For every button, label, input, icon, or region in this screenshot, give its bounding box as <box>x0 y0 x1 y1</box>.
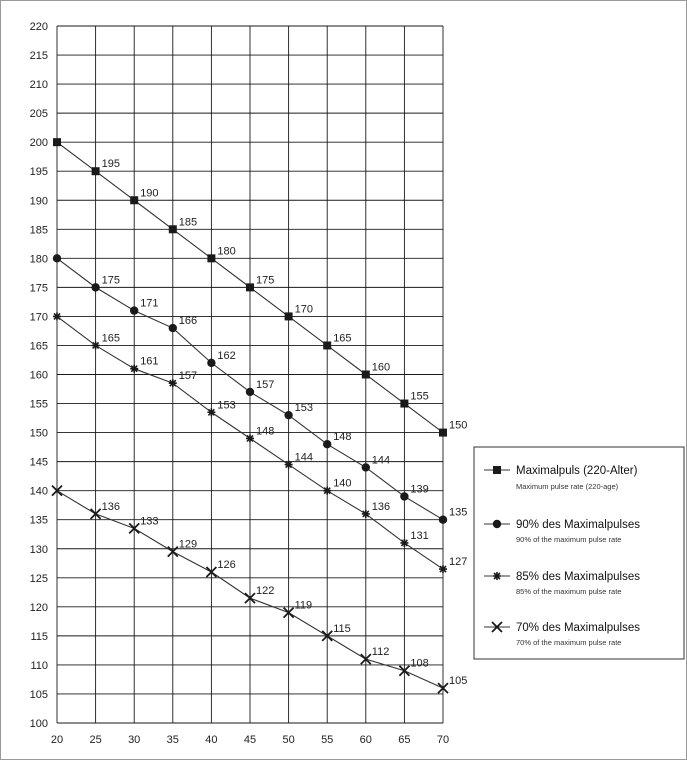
y-tick-label: 220 <box>29 21 48 33</box>
y-tick-label: 115 <box>30 630 48 643</box>
data-point-marker <box>53 312 61 320</box>
y-tick-label: 215 <box>29 50 48 63</box>
data-point-marker <box>207 359 215 367</box>
y-tick-label: 180 <box>29 253 48 266</box>
y-tick-label: 175 <box>29 282 48 295</box>
data-point-marker <box>285 461 293 469</box>
y-tick-label: 205 <box>29 108 48 121</box>
data-point-marker <box>169 324 177 332</box>
y-tick-label: 210 <box>29 79 48 92</box>
data-point-marker <box>130 196 138 204</box>
legend-marker-shape <box>493 572 501 580</box>
data-label: 148 <box>333 431 352 444</box>
legend-label-70: 70% des Maximalpulses <box>516 622 641 634</box>
data-label: 136 <box>371 500 391 513</box>
data-point-marker <box>246 434 254 442</box>
legend-label-90: 90% des Maximalpulses <box>516 519 641 531</box>
data-label: 131 <box>410 529 429 542</box>
data-label: 108 <box>410 657 429 670</box>
data-label: 139 <box>410 483 429 496</box>
y-tick-label: 130 <box>29 543 48 556</box>
x-tick-label: 30 <box>128 734 141 746</box>
y-tick-label: 145 <box>29 456 48 469</box>
x-tick-label: 20 <box>50 734 64 746</box>
y-tick-label: 120 <box>29 601 48 614</box>
x-tick-label: 45 <box>243 734 257 746</box>
data-point-marker <box>439 516 447 524</box>
y-tick-label: 105 <box>29 688 48 701</box>
data-label: 175 <box>101 274 120 287</box>
data-point-marker <box>284 411 292 419</box>
data-label: 133 <box>140 515 159 528</box>
y-tick-label: 140 <box>29 485 48 498</box>
data-label: 166 <box>178 315 198 328</box>
data-label: 171 <box>140 297 159 310</box>
legend-sublabel-90: 90% of the maximum pulse rate <box>516 535 622 544</box>
data-point-marker <box>130 365 138 373</box>
data-point-marker <box>246 283 254 291</box>
y-tick-label: 200 <box>29 137 48 150</box>
data-point-marker <box>400 492 408 500</box>
data-point-marker <box>400 539 408 547</box>
data-label: 105 <box>449 675 468 688</box>
data-point-marker <box>323 440 331 448</box>
y-tick-label: 135 <box>29 514 48 527</box>
data-label: 153 <box>294 402 313 415</box>
data-label: 170 <box>294 303 313 316</box>
x-tick-label: 55 <box>321 734 334 746</box>
y-tick-label: 185 <box>29 224 48 237</box>
data-point-marker <box>246 388 254 396</box>
data-label: 112 <box>371 646 390 659</box>
legend-label-85: 85% des Maximalpulses <box>516 571 641 583</box>
data-label: 165 <box>101 332 120 345</box>
legend-marker-shape <box>493 466 501 474</box>
legend-sublabel-70: 70% of the maximum pulse rate <box>516 638 622 647</box>
legend-sublabel-max: Maximum pulse rate (220-age) <box>516 482 619 491</box>
x-tick-label: 65 <box>398 734 411 746</box>
x-tick-label: 60 <box>359 734 372 746</box>
data-label: 157 <box>178 370 198 383</box>
data-point-marker <box>53 138 61 146</box>
y-axis-tick-labels <box>30 21 48 730</box>
data-point-marker <box>92 341 100 349</box>
data-point-marker <box>92 167 100 175</box>
data-point-marker <box>169 379 177 387</box>
data-label: 195 <box>101 158 120 171</box>
data-point-marker <box>323 341 331 349</box>
legend-label-max: Maximalpuls (220-Alter) <box>516 465 638 477</box>
data-label: 135 <box>449 506 468 519</box>
data-point-marker <box>91 283 99 291</box>
legend-marker-shape <box>493 520 501 528</box>
data-label: 190 <box>140 187 159 200</box>
y-tick-label: 195 <box>29 166 48 179</box>
data-label: 161 <box>140 355 159 368</box>
x-tick-label: 35 <box>166 734 179 746</box>
data-label: 180 <box>217 245 236 258</box>
data-label: 175 <box>256 274 275 287</box>
data-point-marker <box>53 254 61 262</box>
legend-sublabel-85: 85% of the maximum pulse rate <box>516 587 622 596</box>
data-label: 165 <box>333 332 352 345</box>
data-label: 160 <box>371 361 391 374</box>
data-label: 150 <box>449 419 468 432</box>
x-axis-tick-labels <box>51 734 449 746</box>
data-point-marker <box>285 312 293 320</box>
data-point-marker <box>323 487 331 495</box>
data-label: 157 <box>256 378 275 391</box>
data-label: 129 <box>178 538 198 551</box>
data-label: 119 <box>294 599 313 612</box>
data-label: 140 <box>333 477 352 490</box>
y-tick-label: 100 <box>29 718 48 730</box>
legend <box>474 447 684 659</box>
data-point-marker <box>439 565 447 573</box>
data-label: 155 <box>410 390 429 403</box>
data-point-marker <box>130 306 138 314</box>
data-label: 122 <box>256 585 275 598</box>
y-tick-label: 190 <box>29 195 48 208</box>
grid <box>57 26 443 723</box>
data-label: 185 <box>178 216 198 229</box>
x-tick-label: 40 <box>205 734 218 746</box>
data-label: 136 <box>101 500 120 513</box>
data-label: 127 <box>449 556 468 569</box>
data-label: 115 <box>333 622 351 635</box>
data-label: 144 <box>294 451 313 464</box>
data-point-marker <box>207 408 215 416</box>
data-point-marker <box>169 225 177 233</box>
y-tick-label: 125 <box>29 572 48 585</box>
data-point-marker <box>362 510 370 518</box>
x-tick-label: 50 <box>282 734 295 746</box>
data-label: 148 <box>256 425 275 438</box>
y-tick-label: 150 <box>29 427 48 440</box>
data-point-marker <box>362 463 370 471</box>
data-label: 144 <box>371 454 391 467</box>
data-label: 126 <box>217 558 236 571</box>
y-tick-label: 155 <box>29 398 48 411</box>
data-point-marker <box>439 429 447 437</box>
x-tick-label: 70 <box>436 734 450 746</box>
data-point-marker <box>207 254 215 262</box>
y-tick-label: 165 <box>29 340 48 353</box>
data-label: 153 <box>217 399 236 412</box>
data-point-marker <box>400 400 408 408</box>
y-tick-label: 110 <box>30 659 48 672</box>
data-point-marker <box>362 371 370 379</box>
data-label: 162 <box>217 349 236 362</box>
y-tick-label: 170 <box>29 311 48 324</box>
x-tick-label: 25 <box>89 734 102 746</box>
y-tick-label: 160 <box>29 369 48 382</box>
